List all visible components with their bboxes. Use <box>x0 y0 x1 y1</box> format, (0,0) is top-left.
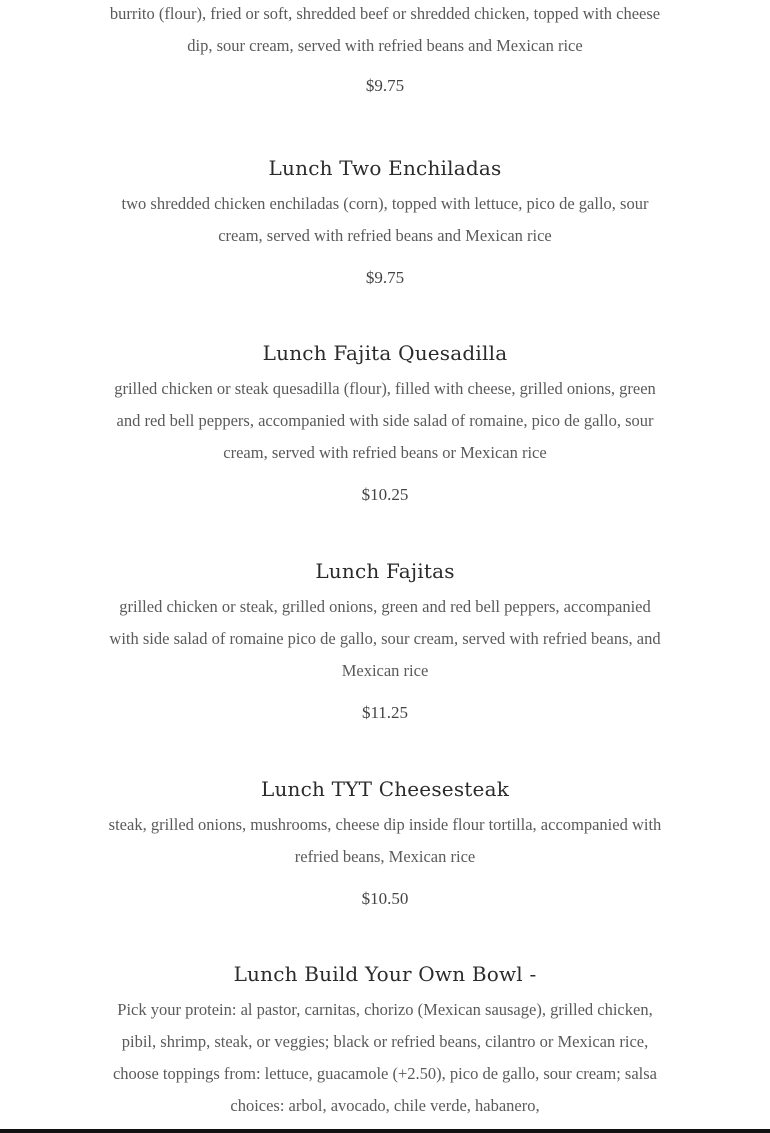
menu-item-lunch-build-your-own-bowl <box>105 960 665 1122</box>
item-price: $11.25 <box>361 703 409 722</box>
item-description: two shredded chicken enchiladas (corn), topped with lettuce, pico de gallo, sour cream, served with refried beans and Mexican rice <box>121 194 649 245</box>
menu-item-burrito <box>105 0 665 98</box>
item-title: Lunch Two Enchiladas <box>268 156 502 180</box>
item-description: grilled chicken or steak quesadilla (flour), filled with cheese, grilled onions, green and red bell peppers, accompanied with side salad of romaine, pico de gallo, sour cream, served with refried beans or Mexican rice <box>114 379 656 462</box>
item-title: Lunch Build Your Own Bowl - <box>233 962 537 986</box>
item-title: Lunch TYT Cheesesteak <box>260 777 510 801</box>
bottom-divider <box>0 1129 770 1133</box>
item-price: $9.75 <box>365 76 405 95</box>
item-description: grilled chicken or steak, grilled onions, green and red bell peppers, accompanied with side salad of romaine pico de gallo, sour cream, served with refried beans, and Mexican rice <box>109 597 661 680</box>
item-title: Lunch Fajitas <box>315 559 455 583</box>
item-price: $10.25 <box>361 485 409 504</box>
menu-item-lunch-fajitas <box>105 557 665 725</box>
item-title: Lunch Fajita Quesadilla <box>262 341 508 365</box>
menu-item-lunch-two-enchiladas <box>105 154 665 290</box>
item-price: $10.50 <box>361 889 409 908</box>
menu-item-lunch-tyt-cheesesteak <box>105 775 665 911</box>
item-description: Pick your protein: al pastor, carnitas, chorizo (Mexican sausage), grilled chicken, pibil, shrimp, steak, or veggies; black or refried beans, cilantro or Mexican rice, choose toppings from: lettuce, guacamole (+2.50), pico de gallo, sour cream; salsa choices: arbol, avocado, chile verde, habanero, <box>112 1000 658 1115</box>
menu-item-lunch-fajita-quesadilla <box>105 339 665 507</box>
item-price: $9.75 <box>365 268 405 287</box>
item-description: steak, grilled onions, mushrooms, cheese dip inside flour tortilla, accompanied with refried beans, Mexican rice <box>108 815 662 866</box>
item-description: burrito (flour), fried or soft, shredded beef or shredded chicken, topped with cheese dip, sour cream, served with refried beans and Mexican rice <box>109 4 661 55</box>
